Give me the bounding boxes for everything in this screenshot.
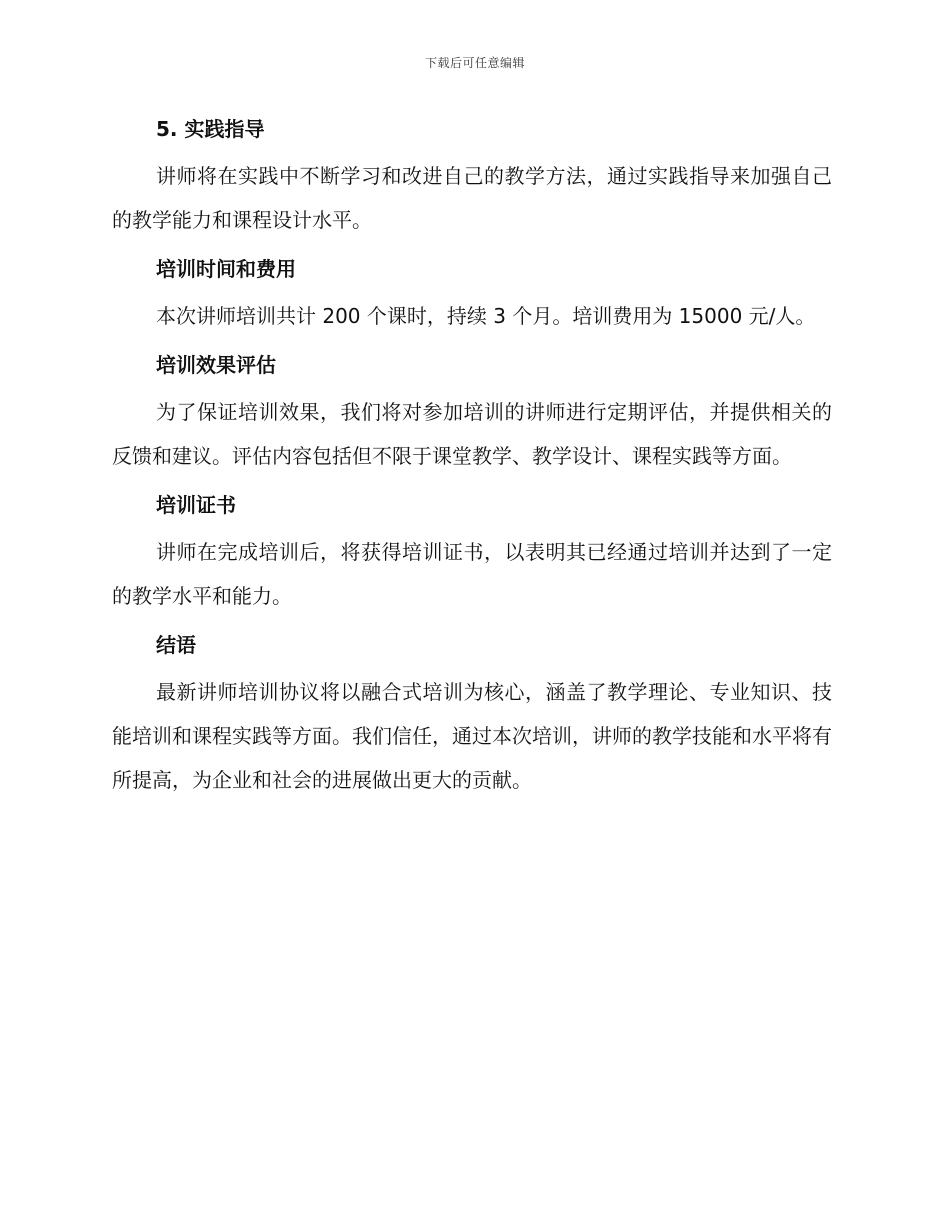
section-heading-conclusion: 结语: [156, 633, 196, 657]
section-paragraph-practice: 讲师将在实践中不断学习和改进自己的教学方法，通过实践指导来加强自己的教学能力和课程设计水平。: [112, 164, 832, 232]
section-paragraph-conclusion: 最新讲师培训协议将以融合式培训为核心，涵盖了教学理论、专业知识、技能培训和课程实践等方面。我们信任，通过本次培训，讲师的教学技能和水平将有所提高，为企业和社会的进展做出更大的贡献。: [112, 680, 832, 792]
section-paragraph-time-cost: 本次讲师培训共计 200 个课时，持续 3 个月。培训费用为 15000 元/人。: [156, 304, 816, 328]
section-heading-evaluation: 培训效果评估: [156, 353, 276, 377]
section-heading-practice: 5. 实践指导: [156, 117, 265, 141]
document-body: [112, 112, 832, 802]
section-paragraph-certificate: 讲师在完成培训后，将获得培训证书，以表明其已经通过培训并达到了一定的教学水平和能力。: [112, 540, 832, 608]
section-heading-time-cost: 培训时间和费用: [156, 257, 296, 281]
page-header: 下载后可任意编辑: [424, 56, 525, 70]
section-paragraph-evaluation: 为了保证培训效果，我们将对参加培训的讲师进行定期评估，并提供相关的反馈和建议。评估内容包括但不限于课堂教学、教学设计、课程实践等方面。: [112, 400, 832, 468]
section-heading-certificate: 培训证书: [156, 493, 236, 517]
